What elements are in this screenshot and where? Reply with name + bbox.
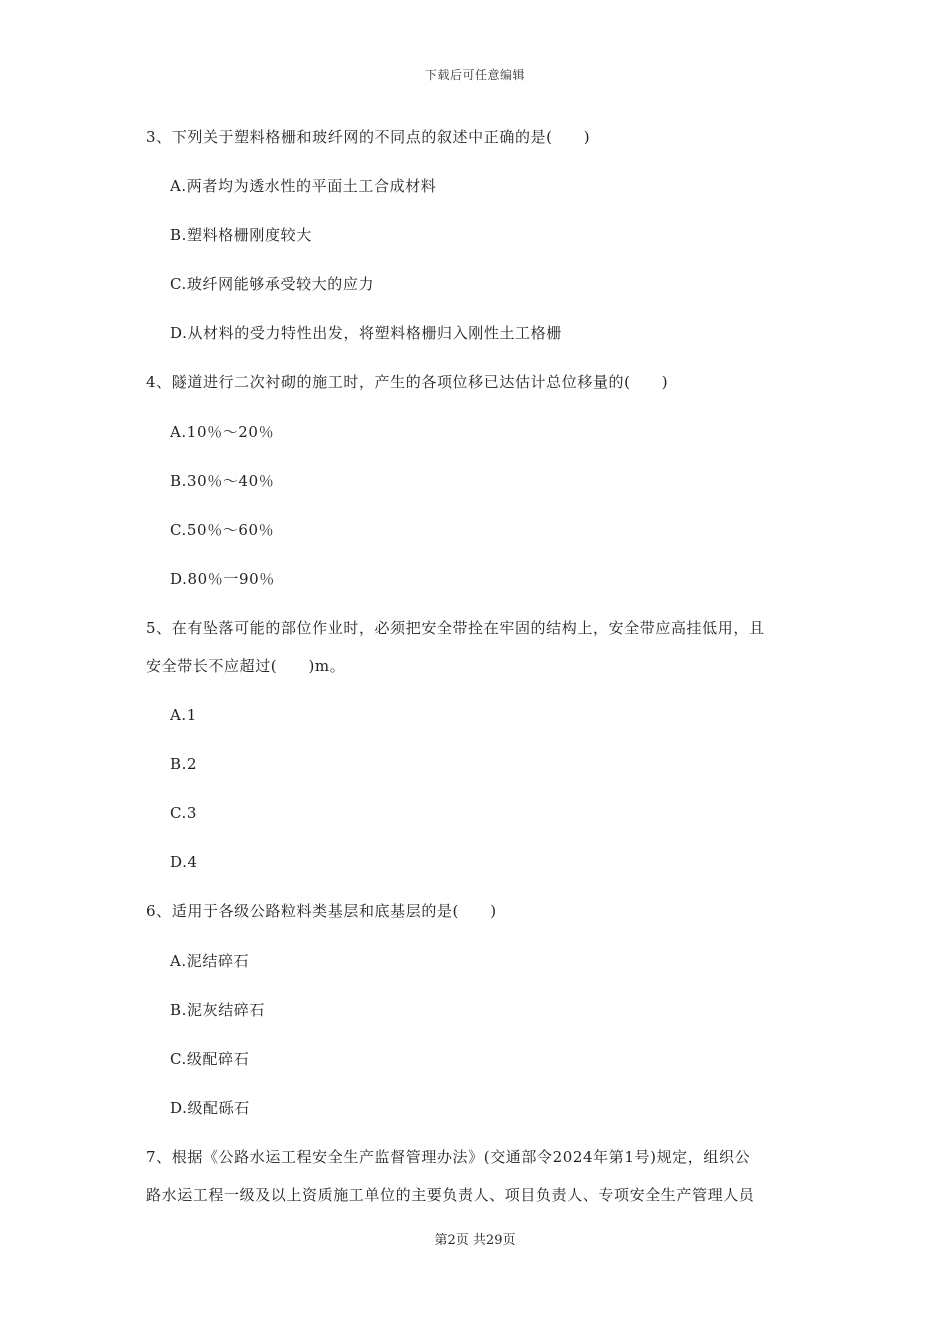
question-3-option-d: D.从材料的受力特性出发，将塑料格栅归入刚性土工格栅 [170, 324, 562, 342]
question-4-option-d: D.80％一90％ [170, 570, 275, 588]
question-7-text-line-2: 路水运工程一级及以上资质施工单位的主要负责人、项目负责人、专项安全生产管理人员 [146, 1186, 755, 1204]
question-5-text-line-2: 安全带长不应超过( )m。 [146, 657, 346, 675]
question-4-option-a: A.10％～20％ [170, 423, 275, 441]
question-6-option-b: B.泥灰结碎石 [170, 1001, 265, 1019]
question-6-option-a: A.泥结碎石 [170, 952, 250, 970]
question-5-text-line-1: 5、在有坠落可能的部位作业时，必须把安全带拴在牢固的结构上，安全带应高挂低用，且 [146, 619, 765, 637]
question-6-option-c: C.级配碎石 [170, 1050, 250, 1068]
question-5-option-a: A.1 [170, 706, 197, 724]
question-5-option-b: B.2 [170, 755, 198, 773]
question-3-option-a: A.两者均为透水性的平面土工合成材料 [170, 177, 437, 195]
question-3-text: 3、下列关于塑料格栅和玻纤网的不同点的叙述中正确的是( ) [146, 128, 591, 146]
question-7-text-line-1: 7、根据《公路水运工程安全生产监督管理办法》(交通部令2024年第1号)规定，组织公 [146, 1148, 751, 1166]
question-5-option-c: C.3 [170, 804, 198, 822]
question-6-text: 6、适用于各级公路粒料类基层和底基层的是( ) [146, 902, 497, 920]
question-5-option-d: D.4 [170, 853, 198, 871]
question-3-option-b: B.塑料格栅刚度较大 [170, 226, 312, 244]
header-note: 下载后可任意编辑 [424, 68, 525, 82]
page-number-footer: 第2页 共29页 [434, 1233, 516, 1248]
question-4-option-c: C.50％～60％ [170, 521, 275, 539]
question-6-option-d: D.级配砾石 [170, 1099, 250, 1117]
question-4-text: 4、隧道进行二次衬砌的施工时，产生的各项位移已达估计总位移量的( ) [146, 373, 669, 391]
question-3-option-c: C.玻纤网能够承受较大的应力 [170, 275, 375, 293]
question-4-option-b: B.30％～40％ [170, 472, 275, 490]
